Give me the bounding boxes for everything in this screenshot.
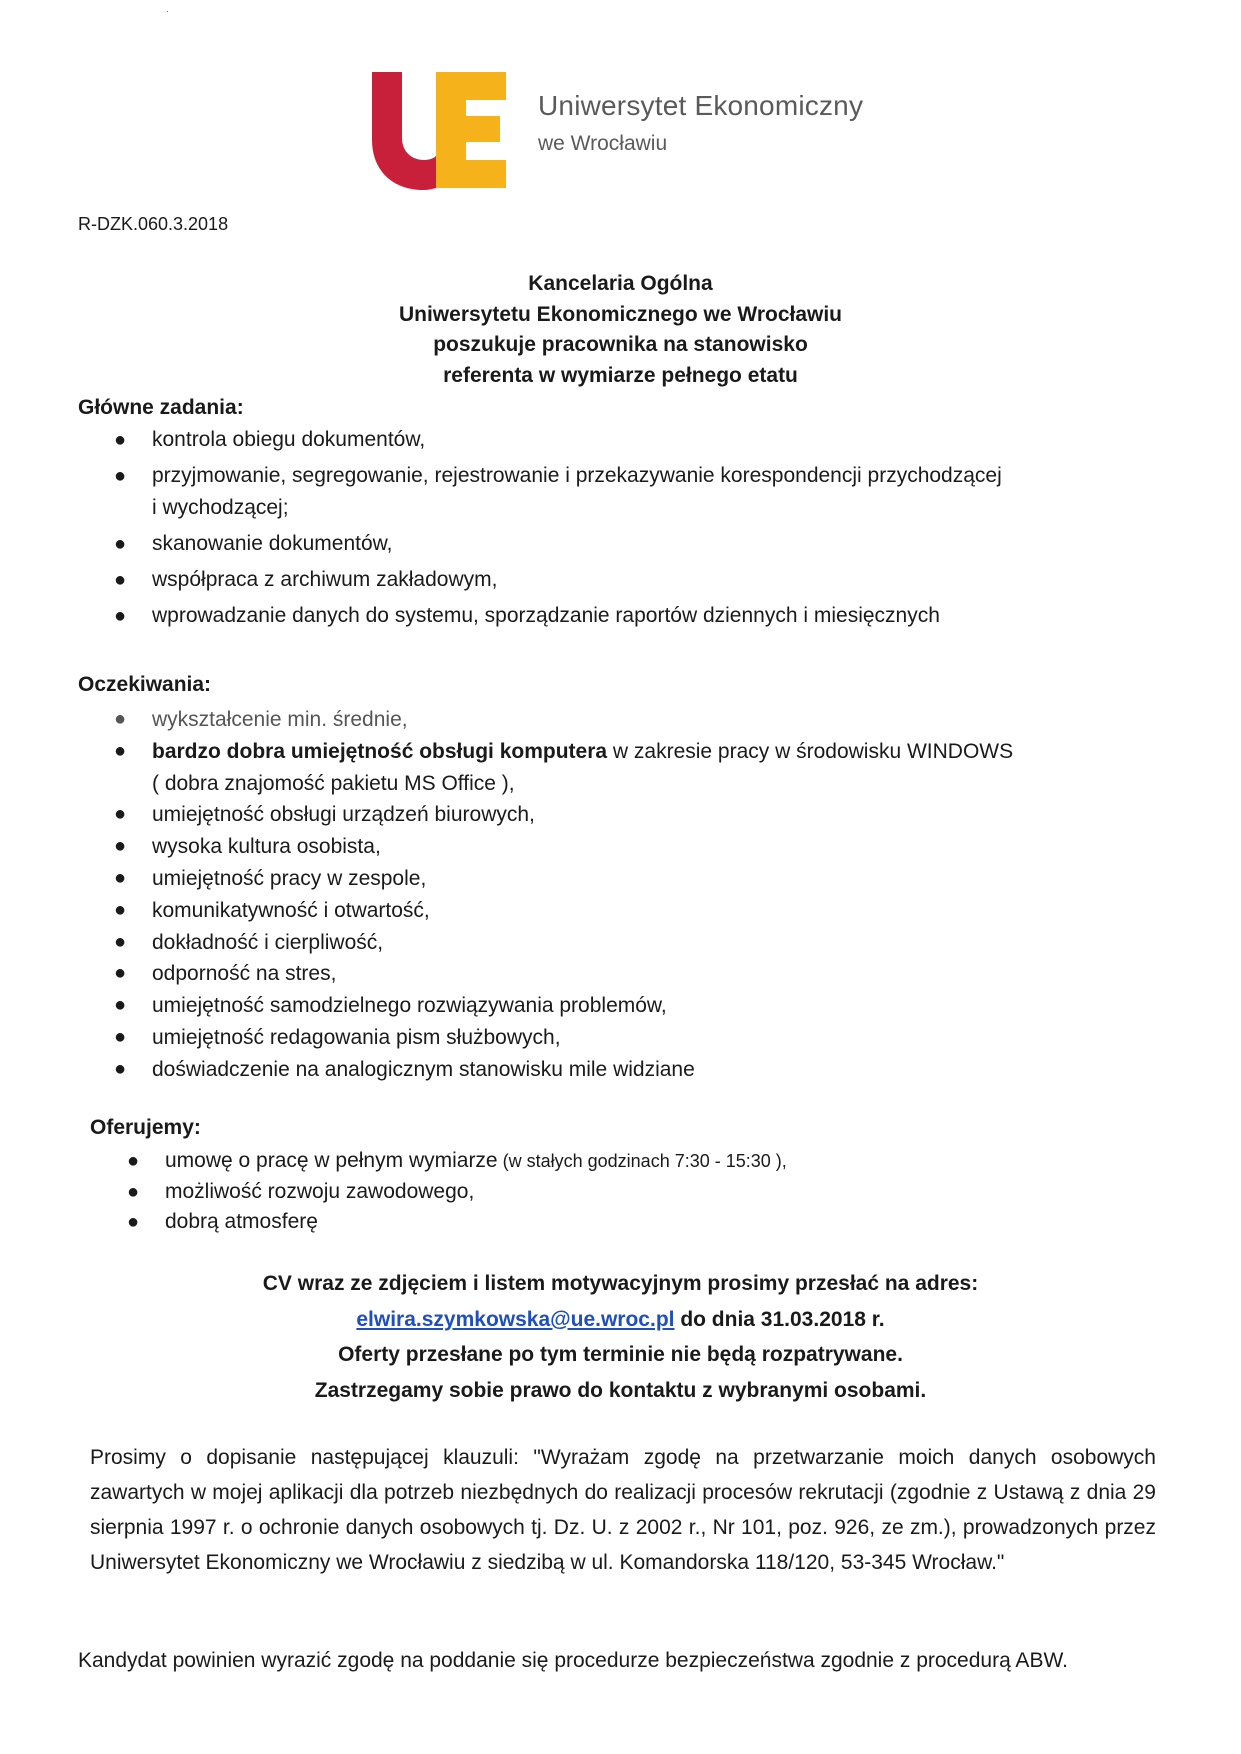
bullet-icon: ● xyxy=(114,465,127,487)
expectations-list xyxy=(114,704,1112,1086)
header-line: Uniwersytetu Ekonomicznego we Wrocławiu xyxy=(398,302,843,326)
logo-university-name: Uniwersytet Ekonomiczny xyxy=(538,90,864,121)
application-instructions xyxy=(0,1266,1241,1408)
bullet-icon: ● xyxy=(114,835,127,858)
list-item: ● kontrola obiegu dokumentów, xyxy=(152,424,1112,456)
bullet-icon: ● xyxy=(114,1025,127,1048)
ue-logo-icon xyxy=(372,72,506,190)
application-line xyxy=(0,1302,1241,1338)
header-line: Kancelaria Ogólna xyxy=(528,272,713,295)
offer-list xyxy=(127,1146,1065,1238)
final-note: Kandydat powinien wyrazić zgodę na poddanie się procedurze bezpieczeństwa zgodnie z procedurą ABW. xyxy=(78,1649,1068,1672)
bullet-icon: ● xyxy=(114,866,127,889)
list-item: ● umiejętność samodzielnego rozwiązywania problemów, xyxy=(152,990,1112,1022)
list-item: ● odporność na stres, xyxy=(152,958,1112,990)
bullet-icon: ● xyxy=(114,429,127,451)
list-item: ● komunikatywność i otwartość, xyxy=(152,895,1112,927)
bullet-icon: ● xyxy=(114,962,127,985)
expectations-title: Oczekiwania: xyxy=(78,673,212,696)
header-line: referenta w wymiarze pełnego etatu xyxy=(443,363,798,387)
header-line: poszukuje pracownika na stanowisko xyxy=(433,333,808,356)
bullet-icon: ● xyxy=(114,994,127,1017)
announcement-header xyxy=(0,269,1241,391)
bullet-icon: ● xyxy=(127,1211,140,1233)
list-item: ● przyjmowanie, segregowanie, rejestrowanie i przekazywanie korespondencji przychodzącej xyxy=(152,460,1112,492)
application-line: Zastrzegamy sobie prawo do kontaktu z wybranymi osobami. xyxy=(314,1378,927,1402)
list-item: ● umiejętność obsługi urządzeń biurowych, xyxy=(152,799,1112,831)
list-item: ● umiejętność pracy w zespole, xyxy=(152,863,1112,895)
application-line: Oferty przesłane po tym terminie nie będą rozpatrywane. xyxy=(338,1343,903,1366)
logo-university-city: we Wrocławiu xyxy=(538,132,668,155)
bullet-icon: ● xyxy=(114,569,127,591)
application-line: CV wraz ze zdjęciem i listem motywacyjnym prosimy przesłać na adres: xyxy=(262,1272,979,1295)
list-item: ● wysoka kultura osobista, xyxy=(152,831,1112,863)
consent-clause: Prosimy o dopisanie następującej klauzuli: "Wyrażam zgodę na przetwarzanie moich danych osobowych zawartych w mojej aplikacji dla potrzeb niezbędnych do realizacji procesów rekrutacji (zgodnie z Ustawą z dnia 29 sierpnia 1997 r. o ochronie danych osobowych tj. Dz. U. z 2002 r., Nr 101, poz. 926, ze zm.), prowadzonych przez Uniwersytet Ekonomiczny we Wrocławiu z siedzibą w ul. Komandorska 118/120, 53-345 Wrocław." xyxy=(90,1446,1156,1574)
offer-title: Oferujemy: xyxy=(90,1116,201,1139)
university-logo xyxy=(372,72,892,190)
list-item: ● wprowadzanie danych do systemu, sporządzanie raportów dziennych i miesięcznych xyxy=(152,600,1112,632)
list-item: ● dobrą atmosferę xyxy=(165,1207,1065,1238)
bullet-icon: ● xyxy=(127,1180,140,1203)
bullet-icon: ● xyxy=(114,1057,127,1080)
reference-number: R-DZK.060.3.2018 xyxy=(78,214,229,234)
list-item-continuation: ( dobra znajomość pakietu MS Office ), xyxy=(152,771,515,795)
bullet-icon: ● xyxy=(114,803,127,826)
list-item: ● umiejętność redagowania pism służbowych, xyxy=(152,1022,1112,1054)
tasks-list xyxy=(114,424,1112,636)
email-link[interactable]: elwira.szymkowska@ue.wroc.pl xyxy=(356,1307,675,1331)
tasks-title: Główne zadania: xyxy=(78,396,244,419)
list-item: ● doświadczenie na analogicznym stanowisku mile widziane xyxy=(152,1054,1112,1086)
bullet-icon: ● xyxy=(114,930,127,953)
list-item: ● wykształcenie min. średnie, xyxy=(152,704,1112,736)
corner-mark: . xyxy=(166,4,169,15)
bullet-icon: ● xyxy=(114,708,127,730)
list-item: ● bardzo dobra umiejętność obsługi komputera w zakresie pracy w środowisku WINDOWS xyxy=(152,736,1112,768)
list-item: ● możliwość rozwoju zawodowego, xyxy=(165,1177,1065,1208)
bullet-icon: ● xyxy=(114,533,127,555)
list-item: ● umowę o pracę w pełnym wymiarze (w stałych godzinach 7:30 - 15:30 ), xyxy=(165,1146,1065,1177)
bullet-icon: ● xyxy=(114,739,127,762)
list-item: ● skanowanie dokumentów, xyxy=(152,528,1112,560)
deadline-text: do dnia 31.03.2018 r. xyxy=(674,1307,885,1331)
list-item: ● współpraca z archiwum zakładowym, xyxy=(152,564,1112,596)
bullet-icon: ● xyxy=(114,605,127,627)
list-item-continuation: i wychodzącej; xyxy=(152,496,289,519)
bullet-icon: ● xyxy=(127,1150,140,1172)
list-item: ● dokładność i cierpliwość, xyxy=(152,927,1112,959)
bullet-icon: ● xyxy=(114,898,127,921)
